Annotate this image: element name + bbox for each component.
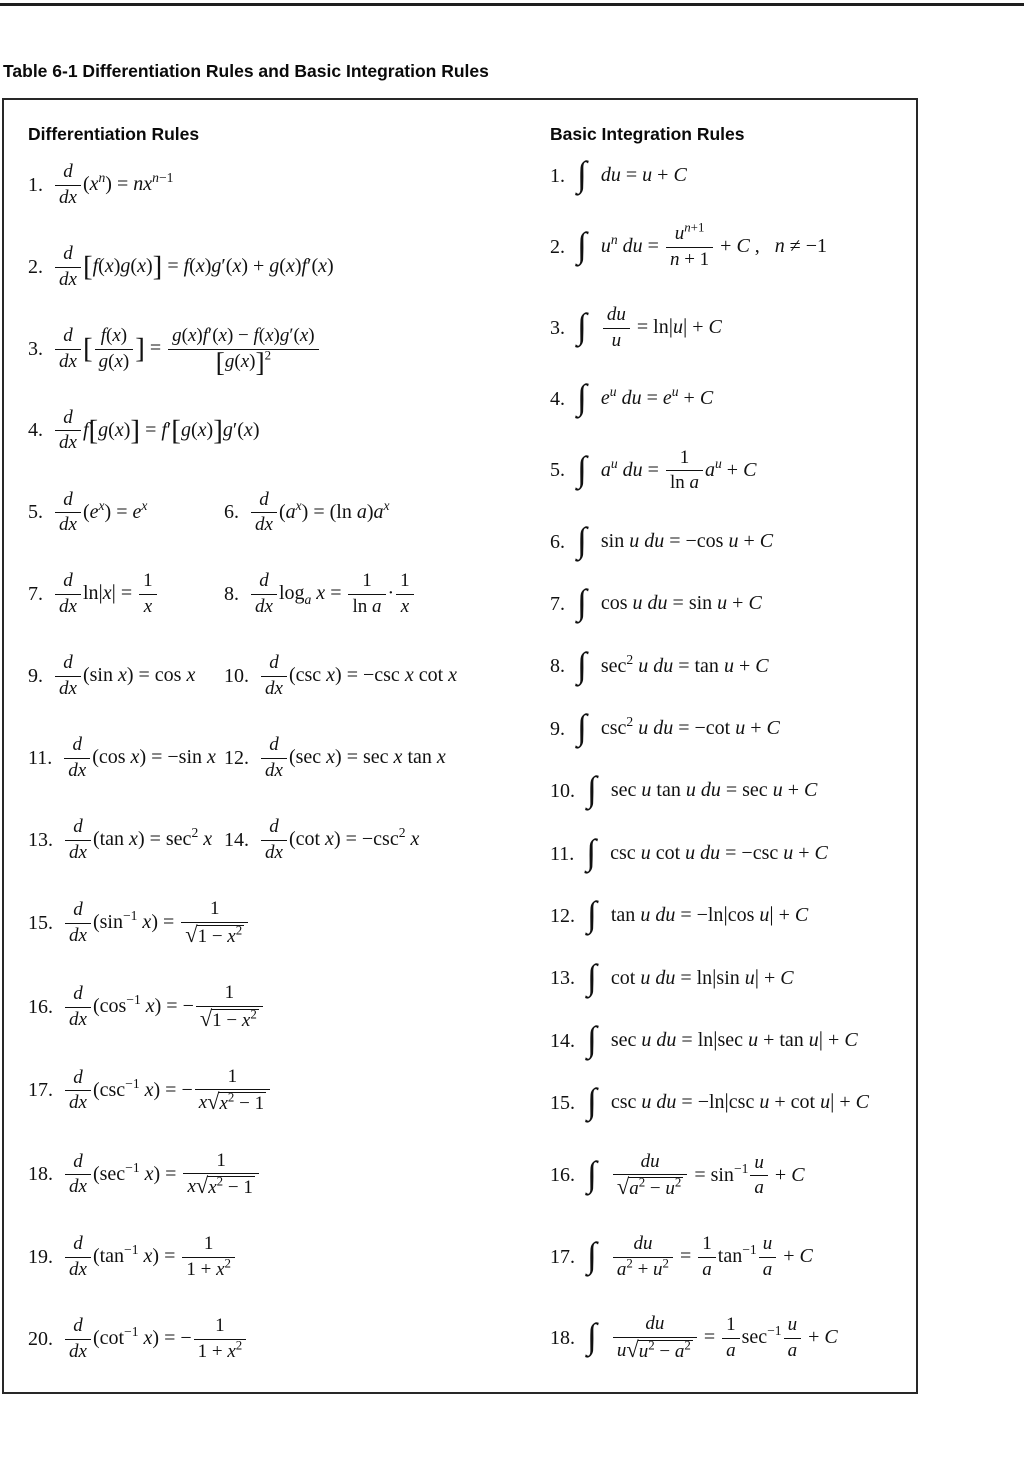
rule-item xyxy=(550,304,722,353)
rule-number: 8. xyxy=(224,583,239,606)
rule-row xyxy=(28,570,522,619)
rule-number: 2. xyxy=(28,255,43,278)
integration-column xyxy=(550,124,912,1364)
rule-number: 10. xyxy=(550,780,575,803)
rule-number: 4. xyxy=(550,387,565,410)
rule-item xyxy=(550,1233,813,1282)
integration-header: Basic Integration Rules xyxy=(550,124,745,144)
rule-item xyxy=(550,769,818,810)
differentiation-header: Differentiation Rules xyxy=(28,124,200,144)
rule-row xyxy=(28,1233,522,1282)
rule-row xyxy=(550,1151,912,1202)
rule-number: 3. xyxy=(550,316,565,339)
rule-number: 15. xyxy=(550,1092,575,1115)
rule-row xyxy=(550,582,912,623)
rule-item xyxy=(550,154,687,194)
rule-row xyxy=(550,1018,912,1059)
rule-formula: $\frac{d}{dx}$ (cos x) = −sin x xyxy=(62,734,216,783)
rule-item xyxy=(28,161,173,210)
rule-item xyxy=(28,734,224,783)
rule-number: 14. xyxy=(550,1029,575,1052)
rule-item xyxy=(550,447,756,496)
rule-row xyxy=(550,956,912,997)
rule-number: 1. xyxy=(28,173,43,196)
rule-formula: $\frac{d}{dx}$ $\log_a x$ = $\frac{1}{\text{ln a}}$ · $\frac{1}{x}$ xyxy=(249,570,416,619)
rule-formula: $\frac{d}{dx}$ ($\cot^{-1}$ x) = − $\frac{1}{1 + x^2}$ xyxy=(63,1315,248,1364)
rule-row xyxy=(550,447,912,496)
rule-formula: ∫ csc u du = −ln|csc u + cot u| + C xyxy=(587,1081,869,1122)
rule-number: 19. xyxy=(28,1246,53,1269)
rule-formula: ∫ cos u du = sin u + C xyxy=(577,582,762,623)
rule-item xyxy=(550,519,774,560)
rule-formula: ∫ $a^u$ du = $\frac{1}{\text{ln a}}$ $a^u + C$ xyxy=(577,446,757,494)
rule-row xyxy=(550,220,912,272)
rule-formula: ∫ $\frac{du}{a^2 + u^2}$ = $\frac{1}{a}$ $\tan^{-1}$ $\frac{u}{a}$ + C xyxy=(587,1233,813,1280)
rule-row xyxy=(28,243,522,292)
rule-item xyxy=(28,570,224,619)
rule-number: 5. xyxy=(28,501,43,524)
rule-number: 9. xyxy=(550,717,565,740)
rule-formula: ∫ $\frac{du}{u√u^2 - a^2}$ = $\frac{1}{a}$ $\sec^{-1}$ $\frac{u}{a}$ + C xyxy=(587,1313,838,1363)
rule-row xyxy=(550,894,912,935)
rule-number: 18. xyxy=(28,1163,53,1186)
rule-row xyxy=(550,707,912,747)
rule-number: 12. xyxy=(224,746,249,769)
rule-number: 17. xyxy=(28,1079,53,1102)
rule-item xyxy=(28,1066,272,1117)
rule-item xyxy=(28,898,250,949)
rule-number: 9. xyxy=(28,665,43,688)
rule-formula: $\frac{d}{dx}$ [f(x)g(x)] = f(x)g′(x) + g(x)f′(x) xyxy=(53,243,334,292)
rule-formula: $\frac{d}{dx}$ [ $\frac{f(x)}{g(x)}$ ] = $\frac{g(x)f'(x) - f(x)g'(x)}{[g(x)]^2}$ xyxy=(53,325,321,374)
rule-formula: ∫ $e^u$ du = $e^u + C$ xyxy=(577,377,714,418)
rule-row xyxy=(550,377,912,418)
rule-item xyxy=(550,377,714,418)
rule-number: 3. xyxy=(28,337,43,360)
rule-number: 5. xyxy=(550,459,565,482)
rule-formula: ∫ $\csc^2 u$ du = −cot u + C xyxy=(577,707,780,747)
rule-number: 15. xyxy=(28,911,53,934)
rule-formula: $\frac{d}{dx}$ (cot $x) = -\csc^2$ x xyxy=(259,816,419,865)
rule-item xyxy=(28,1315,248,1364)
rule-number: 7. xyxy=(28,583,43,606)
rule-formula: ∫ $\frac{du}{√a^2 - u^2}$ = $\sin^{-1}$ $\frac{u}{a}$ + C xyxy=(587,1150,805,1200)
rule-formula: ∫ du = u + C xyxy=(577,154,687,194)
integration-rules-list xyxy=(550,154,912,1364)
rule-item xyxy=(28,652,224,701)
rule-formula: ∫ csc u cot u du = −csc u + C xyxy=(586,831,828,872)
rule-number: 6. xyxy=(224,501,239,524)
rule-row xyxy=(28,898,522,949)
rule-number: 11. xyxy=(28,746,53,769)
rule-row xyxy=(550,1081,912,1122)
rule-item xyxy=(550,582,762,623)
differentiation-column xyxy=(28,124,522,1364)
rule-row xyxy=(550,1233,912,1282)
rule-formula: ∫ $\sec^2 u$ du = tan u + C xyxy=(577,644,769,685)
rule-formula: ∫ $u^n$ du = $\frac{u^{n+1}}{n + 1}$ + C , n ≠ −1 xyxy=(577,220,828,271)
rule-number: 6. xyxy=(550,530,565,553)
rule-item xyxy=(28,407,259,456)
rule-row xyxy=(28,1066,522,1117)
rule-item xyxy=(550,831,828,872)
rule-item xyxy=(28,1233,237,1282)
rule-formula: $\frac{d}{dx}$ (tan $x) = \sec^2 x$ xyxy=(63,816,212,865)
rule-formula: ∫ cot u du = ln|sin u| + C xyxy=(587,956,794,997)
rule-number: 10. xyxy=(224,665,249,688)
rule-item xyxy=(550,956,794,997)
rule-item xyxy=(28,816,224,865)
rule-row xyxy=(550,154,912,194)
rule-item xyxy=(550,894,809,935)
rule-formula: $\frac{d}{dx}$ ($\tan^{-1}$ x) = $\frac{1}{1 + x^2}$ xyxy=(63,1233,237,1282)
rule-formula: $\frac{d}{dx}$ ln|x| = $\frac{1}{x}$ xyxy=(53,570,159,619)
rule-row xyxy=(28,407,522,456)
rule-item xyxy=(550,644,769,685)
rule-row xyxy=(28,161,522,210)
rule-formula: $\frac{d}{dx}$ ($\cos^{-1}$ x) = − $\frac{1}{√1 - x^2}$ xyxy=(63,982,265,1033)
rule-row xyxy=(28,1315,522,1364)
rule-formula: $\frac{d}{dx}$ ($\csc^{-1}$ x) = − $\frac{1}{x√x^2 - 1}$ xyxy=(63,1066,272,1117)
rule-item xyxy=(28,243,334,292)
top-divider-rule xyxy=(0,3,1024,6)
rule-formula: $\frac{d}{dx}$ $(a^x) = (\ln$ $a)a^x$ xyxy=(249,489,390,538)
rule-item xyxy=(550,707,780,747)
rule-row xyxy=(28,734,522,783)
rule-row xyxy=(28,982,522,1033)
rule-item xyxy=(550,1151,805,1202)
rule-row xyxy=(28,816,522,865)
rule-item xyxy=(224,734,446,783)
rule-number: 16. xyxy=(550,1164,575,1187)
rule-row xyxy=(28,652,522,701)
rule-number: 4. xyxy=(28,419,43,442)
rules-table-box xyxy=(2,98,918,1394)
rule-item xyxy=(550,220,828,272)
rule-number: 1. xyxy=(550,164,565,187)
rule-row xyxy=(550,304,912,353)
rule-item xyxy=(224,570,416,619)
rule-number: 8. xyxy=(550,655,565,678)
rule-row xyxy=(28,1150,522,1201)
rule-item xyxy=(550,1313,838,1364)
rule-row xyxy=(550,769,912,810)
rule-number: 16. xyxy=(28,995,53,1018)
rule-row xyxy=(28,324,522,378)
rule-formula: $\frac{d}{dx}$ $(x^n) = nx^{n-1}$ xyxy=(53,161,173,210)
rule-number: 7. xyxy=(550,593,565,616)
rule-formula: $\frac{d}{dx}$ ($\sec^{-1}$ x) = $\frac{1}{x√x^2 - 1}$ xyxy=(63,1150,261,1201)
rule-formula: $\frac{d}{dx}$ ($\sin^{-1}$ x) = $\frac{1}{√1 - x^2}$ xyxy=(63,898,250,949)
rule-row xyxy=(550,644,912,685)
rule-item xyxy=(224,816,419,865)
rule-row xyxy=(28,489,522,538)
rule-item xyxy=(28,324,321,378)
rule-formula: $\frac{d}{dx}$ f[g(x)] = f′[g(x)]g′(x) xyxy=(53,407,259,456)
differentiation-rules-list xyxy=(28,161,522,1364)
rule-row xyxy=(550,519,912,560)
rule-item xyxy=(224,652,457,701)
rule-row xyxy=(550,1313,912,1364)
rule-formula: $\frac{d}{dx}$ (sin x) = cos x xyxy=(53,652,195,701)
rule-formula: $\frac{d}{dx}$ $(e^x) = e^x$ xyxy=(53,489,147,538)
rule-row xyxy=(550,831,912,872)
rule-formula: $\frac{d}{dx}$ (csc x) = −csc x cot x xyxy=(259,652,457,701)
rule-item xyxy=(224,489,390,538)
rule-number: 18. xyxy=(550,1327,575,1350)
rule-item xyxy=(28,489,224,538)
rule-number: 2. xyxy=(550,236,565,259)
rule-number: 13. xyxy=(28,828,53,851)
rule-item xyxy=(28,982,265,1033)
rule-formula: ∫ $\frac{du}{u}$ = ln|u| + C xyxy=(577,303,722,351)
rule-formula: ∫ sec u du = ln|sec u + tan u| + C xyxy=(587,1018,858,1059)
rule-number: 14. xyxy=(224,828,249,851)
rule-formula: ∫ tan u du = −ln|cos u| + C xyxy=(587,894,809,935)
rule-item xyxy=(28,1150,261,1201)
rule-formula: ∫ sec u tan u du = sec u + C xyxy=(587,769,818,810)
rule-number: 17. xyxy=(550,1245,575,1268)
rule-item xyxy=(550,1018,858,1059)
rule-item xyxy=(550,1081,869,1122)
rule-number: 12. xyxy=(550,904,575,927)
rule-number: 20. xyxy=(28,1328,53,1351)
table-caption: Table 6-1 Differentiation Rules and Basic Integration Rules xyxy=(3,61,489,81)
rule-number: 13. xyxy=(550,967,575,990)
rule-formula: $\frac{d}{dx}$ (sec x) = sec x tan x xyxy=(259,734,446,783)
rule-formula: ∫ sin u du = −cos u + C xyxy=(577,519,774,560)
rule-number: 11. xyxy=(550,842,575,865)
